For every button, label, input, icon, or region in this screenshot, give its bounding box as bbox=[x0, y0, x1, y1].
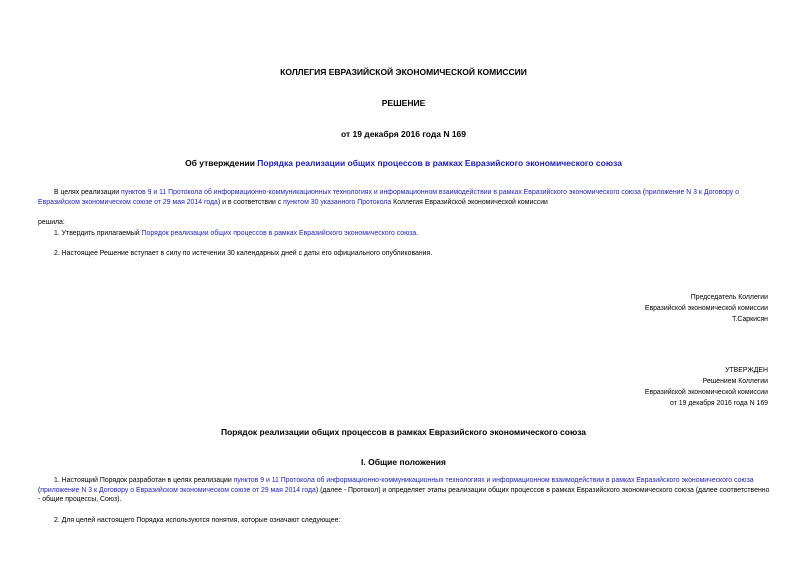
annex-paragraph-1 bbox=[38, 476, 770, 505]
signature-position: Председатель Коллегии bbox=[690, 294, 768, 301]
doc-title-link[interactable]: Порядка реализации общих процессов в рамках Евразийского экономического союза bbox=[257, 158, 622, 168]
item-2: 2. Настоящее Решение вступает в силу по истечении 30 календарных дней с даты его официального опубликования. bbox=[54, 250, 433, 257]
signature-name: Т.Саркисян bbox=[732, 316, 768, 323]
annex-protocol-points-link[interactable]: пунктов 9 и 11 Протокола об информационно-коммуникационных технологиях и информационном взаимодействии в рамках Евразийского экономического союза bbox=[233, 477, 754, 484]
annex-p1-text-1: 1. Настоящий Порядок разработан в целях реализации bbox=[54, 477, 234, 484]
intro-text-3: ) и в соответствии с bbox=[217, 198, 284, 206]
approved-block bbox=[645, 365, 768, 409]
protocol-point-30-link[interactable]: пунктом 30 указанного Протокола bbox=[283, 198, 392, 206]
org-heading: КОЛЛЕГИЯ ЕВРАЗИЙСКОЙ ЭКОНОМИЧЕСКОЙ КОМИССИИ bbox=[280, 67, 527, 77]
intro-text-1: В целях реализации bbox=[54, 189, 122, 196]
signature-block bbox=[645, 292, 768, 325]
section-heading: I. Общие положения bbox=[361, 457, 446, 467]
intro-text-4: Коллегия Евразийской экономической комиссии bbox=[391, 198, 548, 206]
item-1-text-2: . bbox=[416, 230, 419, 237]
intro-paragraph bbox=[38, 188, 770, 207]
doc-type-heading: РЕШЕНИЕ bbox=[381, 98, 426, 108]
annex-paragraph-2: 2. Для целей настоящего Порядка используются понятия, которые означают следующее: bbox=[54, 517, 341, 524]
approved-by: Решением Коллегии bbox=[702, 378, 768, 385]
intro-text-2: ( bbox=[640, 189, 646, 196]
item-1 bbox=[54, 229, 770, 239]
decided-label: решила: bbox=[38, 219, 65, 226]
doc-title-prefix: Об утверждении bbox=[185, 158, 258, 168]
signature-org: Евразийской экономической комиссии bbox=[644, 305, 768, 312]
doc-title bbox=[0, 158, 807, 168]
approved-org: Евразийской экономической комиссии bbox=[644, 389, 768, 396]
annex-p1-text-2: ( bbox=[38, 486, 41, 494]
treaty-annex-link[interactable]: приложение N 3 к Договору о Евразийском экономическом союзе от 29 мая 2014 года bbox=[38, 189, 739, 206]
doc-date-heading: от 19 декабря 2016 года N 169 bbox=[340, 129, 467, 139]
annex-title: Порядок реализации общих процессов в рамках Евразийского экономического союза bbox=[220, 427, 587, 437]
approved-label: УТВЕРЖДЕН bbox=[725, 367, 768, 374]
approved-date: от 19 декабря 2016 года N 169 bbox=[670, 400, 768, 407]
item-1-text-1: 1. Утвердить прилагаемый bbox=[54, 230, 142, 237]
annex-p1-text-3: ) (далее - Протокол) и определяет этапы реализации общих процессов в рамках Евразийского экономического союза (далее соответственно - общие процессы, Союз). bbox=[38, 486, 770, 504]
annex-treaty-link[interactable]: приложение N 3 к Договору о Евразийском экономическом союзе от 29 мая 2014 года bbox=[40, 486, 316, 494]
protocol-points-link[interactable]: пунктов 9 и 11 Протокола об информационно-коммуникационных технологиях и информационном взаимодействии в рамках Евразийского экономического союза bbox=[121, 189, 641, 196]
procedure-link[interactable]: Порядок реализации общих процессов в рамках Евразийского экономического союза bbox=[141, 230, 417, 237]
